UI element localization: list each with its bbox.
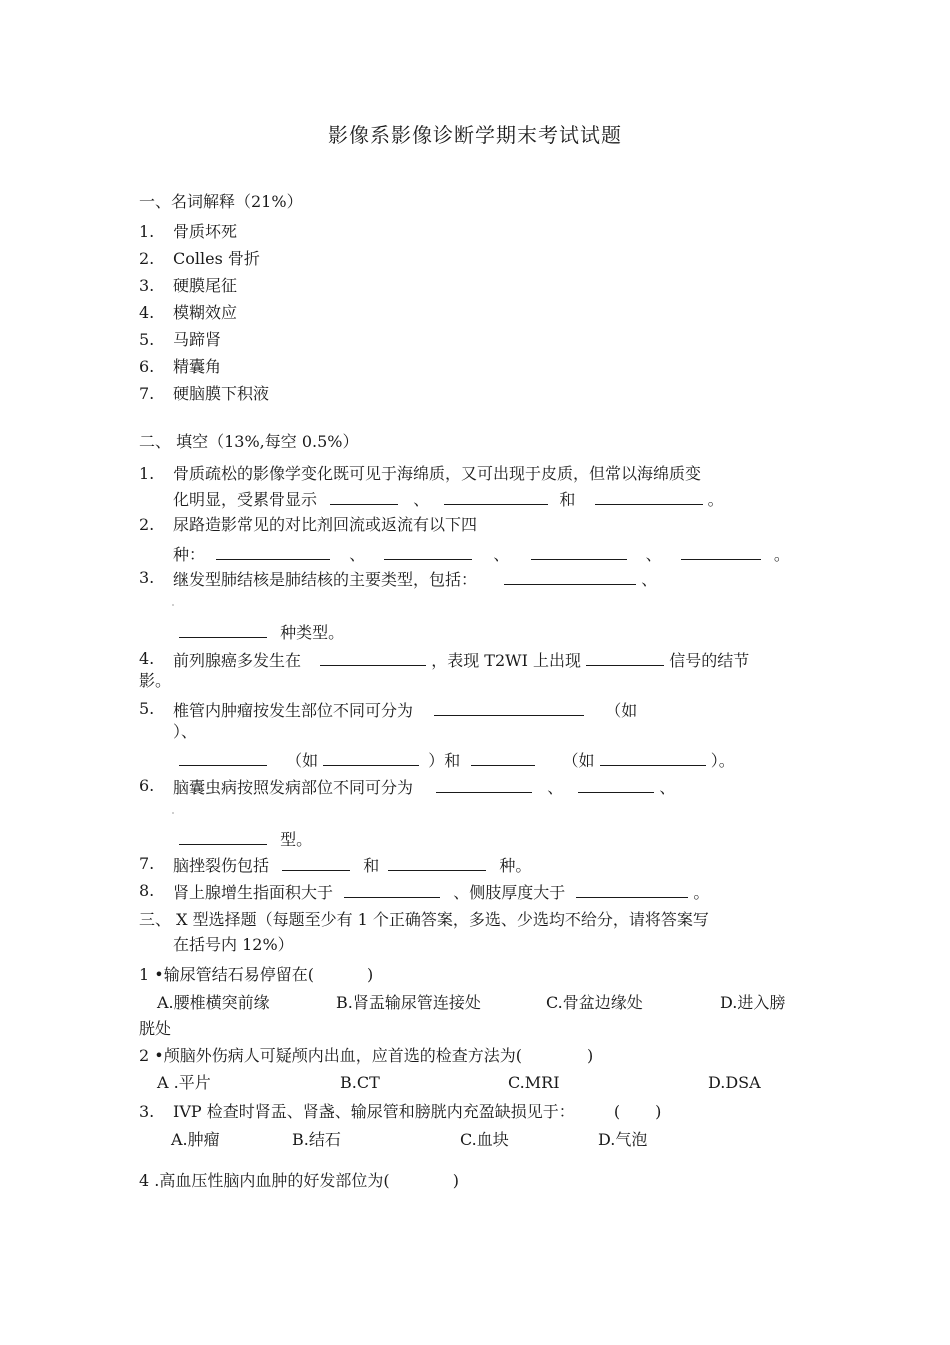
answer-blank[interactable] (681, 543, 761, 560)
answer-paren[interactable]: ) (367, 965, 374, 984)
separator: 、 (413, 490, 430, 509)
mc-option[interactable]: D.进入膀 (720, 993, 786, 1012)
answer-paren[interactable]: ( (613, 1102, 621, 1121)
fill-question-text (173, 543, 790, 565)
answer-paren[interactable]: ) (452, 1171, 459, 1190)
fill-question-text: 椎管内肿瘤按发生部位不同可分为 (173, 701, 414, 720)
period: 。 (773, 545, 790, 564)
answer-blank[interactable] (586, 649, 664, 666)
term-text: 精囊角 (173, 357, 222, 376)
separator: 、 (659, 778, 676, 797)
fill-question-text (179, 621, 344, 643)
fill-question-text: ）、 (173, 722, 198, 741)
mc-option[interactable]: B.CT (340, 1073, 380, 1092)
fill-question-text (173, 568, 657, 590)
answer-blank[interactable] (282, 854, 350, 871)
fill-question-text: 化明显，受累骨显示 (173, 490, 318, 509)
fill-question-text: 骨质疏松的影像学变化既可见于海绵质，又可出现于皮质，但常以海绵质变 (173, 464, 702, 483)
answer-blank[interactable] (344, 881, 440, 898)
answer-blank[interactable] (434, 699, 584, 716)
mc-question-stem (139, 1171, 459, 1191)
answer-blank[interactable] (179, 749, 267, 766)
separator: 、 (493, 545, 510, 564)
fill-question-text: 继发型肺结核是肺结核的主要类型，包括： (173, 570, 478, 589)
term-number: 2. (139, 249, 155, 268)
term-text: Colles 骨折 (173, 249, 260, 268)
mc-option[interactable]: D.气泡 (598, 1130, 648, 1149)
fill-question-text (173, 854, 531, 876)
term-number: 3. (139, 276, 155, 295)
fill-number: 6. (139, 776, 155, 795)
separator: 、 (641, 570, 658, 589)
stray-dot (172, 812, 174, 814)
answer-blank[interactable] (179, 828, 267, 845)
mc-question-stem: 1 •输尿管结石易停留在( (139, 965, 314, 984)
fill-number: 4. (139, 649, 155, 668)
fill-question-text (173, 776, 675, 798)
fill-question-text: 脑囊虫病按照发病部位不同可分为 (173, 778, 414, 797)
mc-option[interactable]: B.结石 (292, 1130, 341, 1149)
mc-question-stem: IVP 检查时肾盂、肾盏、输尿管和膀胱内充盈缺损见于： (173, 1102, 575, 1121)
fill-question-text (173, 881, 709, 903)
answer-blank[interactable] (504, 568, 636, 585)
answer-blank[interactable] (320, 649, 426, 666)
answer-blank[interactable] (444, 488, 548, 505)
mc-option-cont: 胱处 (139, 1019, 172, 1038)
answer-blank[interactable] (323, 749, 419, 766)
section-3-heading-cont: 在括号内 12%） (173, 935, 294, 954)
section-2-heading: 二、 填空（13%,每空 0.5%） (139, 432, 359, 451)
fill-question-text: 肾上腺增生指面积大于 (173, 883, 334, 902)
mc-question-stem (173, 1102, 661, 1122)
mc-question-stem (139, 965, 373, 985)
fill-question-text: 尿路造影常见的对比剂回流或返流有以下四 (173, 515, 478, 534)
term-text: 硬膜尾征 (173, 276, 238, 295)
separator: 、 (645, 545, 662, 564)
answer-blank[interactable] (216, 543, 330, 560)
period: 。 (707, 490, 724, 509)
answer-blank[interactable] (531, 543, 627, 560)
fill-question-text: 种类型。 (280, 623, 345, 642)
fill-question-text: （如 (562, 751, 595, 770)
term-text: 骨质坏死 (173, 222, 238, 241)
fill-number: 2. (139, 515, 155, 534)
answer-blank[interactable] (384, 543, 472, 560)
answer-blank[interactable] (179, 621, 267, 638)
fill-question-text: （如 (286, 751, 319, 770)
stray-dot (172, 604, 174, 606)
fill-question-text: 前列腺癌多发生在 (173, 651, 302, 670)
mc-option[interactable]: A.肿瘤 (171, 1130, 220, 1149)
answer-blank[interactable] (595, 488, 703, 505)
answer-blank[interactable] (436, 776, 532, 793)
fill-question-text: ）。 (710, 751, 735, 770)
term-text: 硬脑膜下积液 (173, 384, 270, 403)
mc-question-stem (139, 1046, 593, 1066)
fill-question-text (173, 699, 637, 721)
term-text: 模糊效应 (173, 303, 238, 322)
fill-question-text: 型。 (280, 830, 313, 849)
section-1-heading: 一、名词解释（21%） (139, 192, 303, 211)
term-number: 6. (139, 357, 155, 376)
fill-question-text: 种： (173, 545, 206, 564)
answer-paren[interactable]: ) (587, 1046, 594, 1065)
answer-blank[interactable] (471, 749, 535, 766)
mc-question-stem: 4 .高血压性脑内血肿的好发部位为( (139, 1171, 390, 1190)
fill-number: 8. (139, 881, 155, 900)
fill-question-text: 、侧肢厚度大于 (453, 883, 566, 902)
fill-question-text: 种。 (499, 856, 532, 875)
answer-blank[interactable] (600, 749, 706, 766)
mc-option[interactable]: C.骨盆边缘处 (546, 993, 643, 1012)
answer-blank[interactable] (578, 776, 654, 793)
conjunction: 和 (559, 490, 576, 509)
fill-number: 7. (139, 854, 155, 873)
fill-question-text (179, 749, 735, 771)
answer-blank[interactable] (576, 881, 688, 898)
mc-option[interactable]: B.肾盂输尿管连接处 (336, 993, 481, 1012)
fill-question-text: ，表现 T2WI 上出现 (431, 651, 581, 670)
term-text: 马蹄肾 (173, 330, 222, 349)
term-number: 5. (139, 330, 155, 349)
fill-question-text (173, 488, 724, 510)
fill-question-text: 信号的结节 (669, 651, 750, 670)
term-number: 4. (139, 303, 155, 322)
fill-question-text: 脑挫裂伤包括 (173, 856, 270, 875)
fill-question-text (179, 828, 312, 850)
answer-blank[interactable] (330, 488, 398, 505)
separator: 、 (349, 545, 366, 564)
fill-question-text (173, 649, 749, 671)
term-number: 1. (139, 222, 155, 241)
mc-option[interactable]: C.血块 (460, 1130, 509, 1149)
page-title: 影像系影像诊断学期末考试试题 (328, 123, 622, 147)
answer-blank[interactable] (388, 854, 486, 871)
mc-option[interactable]: D.DSA (708, 1073, 761, 1092)
fill-question-text: （如 (605, 701, 638, 720)
period: 。 (693, 883, 710, 902)
section-3-heading: 三、 X 型选择题（每题至少有 1 个正确答案，多选、少选均不给分，请将答案写 (139, 910, 709, 929)
mc-option[interactable]: C.MRI (508, 1073, 560, 1092)
fill-question-text: 影。 (139, 671, 172, 690)
mc-question-stem: 2 •颅脑外伤病人可疑颅内出血，应首选的检查方法为( (139, 1046, 522, 1065)
separator: 、 (547, 778, 564, 797)
fill-number: 3. (139, 568, 155, 587)
fill-question-text: ）和 (428, 751, 461, 770)
term-number: 7. (139, 384, 155, 403)
answer-paren[interactable]: ) (655, 1102, 662, 1121)
fill-number: 5. (139, 699, 155, 718)
mc-option[interactable]: A .平片 (157, 1073, 211, 1092)
mc-option[interactable]: A.腰椎横突前缘 (157, 993, 270, 1012)
fill-number: 1. (139, 464, 155, 483)
conjunction: 和 (363, 856, 380, 875)
mc-question-number: 3. (139, 1102, 155, 1121)
